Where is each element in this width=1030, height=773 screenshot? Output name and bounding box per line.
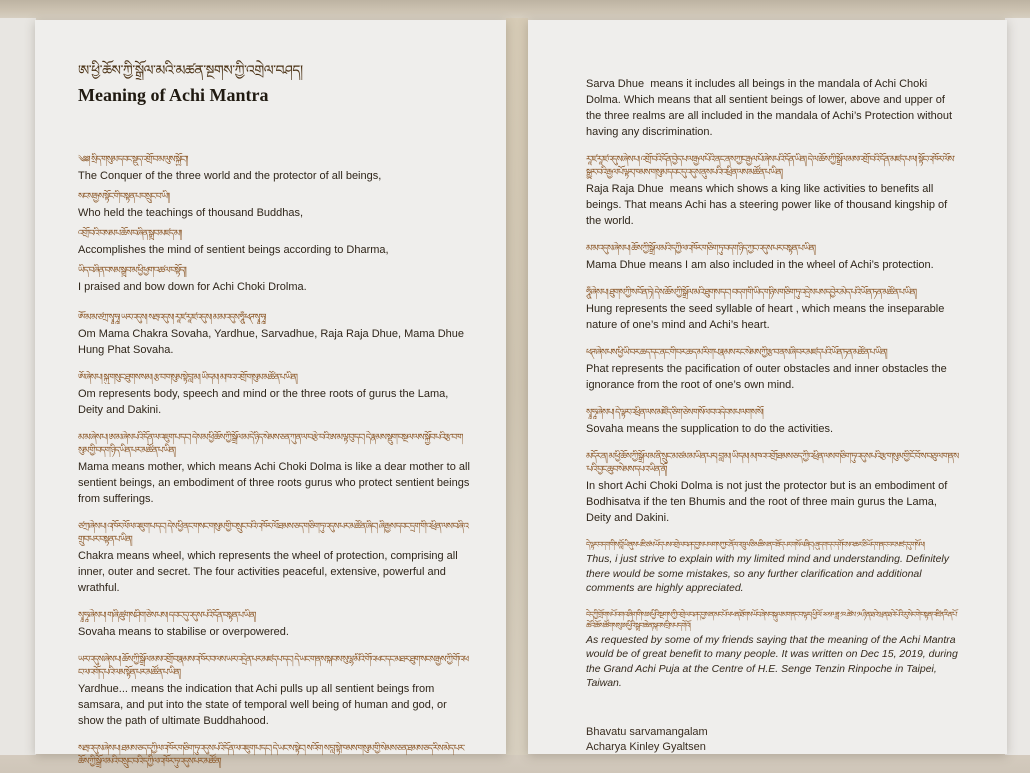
english-text: Sovaha means the supplication to do the activities. xyxy=(586,423,834,435)
explanation-section xyxy=(586,286,959,333)
page-title: Meaning of Achi Mantra xyxy=(78,85,269,105)
verse-section xyxy=(78,190,472,221)
explanation-section xyxy=(586,450,959,526)
verse-section xyxy=(78,264,472,295)
tibetan-text: སྭཱ་ཧཱ་ཞེས་པ། དེ་ལྟར་འཕྲིན་ལས་མཛོད་ཅིག་ཅེས་གསོལ་བ་འདེབས་པ་ལགས་སོ། xyxy=(586,407,763,417)
tibetan-text: མདོར་ན། མ་ཕྱི་ཆོས་ཀྱི་སྒྲོལ་མ་ནི་སྲུང་མ་ཙམ་མ་ཡིན་པར། བླ་མ། ཡི་དམ། མཁའ་འགྲོ་ཐམས་ཅད་ཀྱི་འཕྲིན་ལས་གཅིག་ཏུ་འདུས་པའི་རྩ་གསུམ་གྱི་ངོ་བོ་ས་བཅུ་ལ་གནས་པའི་བྱང་ཆུབ་སེམས་དཔའ་ཡིན་ནོ། xyxy=(586,451,959,474)
english-text: Phat represents the pacification of outer obstacles and inner obstacles the ignorance from the root of one’s own mind. xyxy=(586,363,950,391)
english-italic-text: Thus, i just strive to explain with my limited mind and understanding. Definitely there would be some mistakes, so any further clarification and additional comments are highly appreciated. xyxy=(586,553,952,594)
page-gap xyxy=(506,18,528,755)
explanation-section xyxy=(586,76,959,140)
english-text: In short Achi Choki Dolma is not just the protector but is an embodiment of Bodhisatva if the ten Bhumis and the root of three main gurus the Lama, Deity and Dakini. xyxy=(586,480,951,524)
explanation-section xyxy=(78,653,472,729)
tibetan-text: རཱ་ཛ་རཱ་ཛ་འདུས་ཞེས་པ། འགྲོ་བའི་དོན་བྱེད་པ་ལ་རྒྱལ་པོའི་ནང་ནས་ཀྱང་རྒྱལ་པོ་ཞེས་པའི་དོན་ཡིན། དེ་ལ་ཆོས་ཀྱི་སྒྲོལ་མས་འགྲོ་བའི་དོན་མཛད་པ་ལ། སྟོང་འཁོར་ལོས་སྒྱུར་བའི་རྒྱལ་པོ་ལྟར་ཁམས་གསུམ་དབང་དུ་འདུས་ནུས་པའི་འཕྲིན་ལས་མཚོན་པ་ཡིན། xyxy=(586,154,955,177)
english-text: I praised and bow down for Achi Choki Drolma. xyxy=(78,281,307,293)
explanation-section xyxy=(586,242,959,273)
tibetan-text: སངས་རྒྱས་སྟོང་གི་བསྟན་པ་བསྲུང་བ་ཡི།། xyxy=(78,191,170,201)
explanation-section xyxy=(78,520,472,596)
tibetan-text: ཡིད་བཞིན་བསམ་སྒྲུབ་མ་ཕྱི་ཕྱག་འཚལ་བསྟོད།། xyxy=(78,265,186,275)
explanation-section xyxy=(586,346,959,393)
tibetan-text: སྭཱ་ཧཱ་ཞེས་པ། གཞི་ཚུགས་ཤིག་ཅེས་པས། དབང་དུ་འདུས་པའི་དོན་བསྟན་པ་ཡིན། xyxy=(78,610,256,620)
tibetan-text: ཨོཾ་མ་མ་ཙཀྲ་སྭཱ་ཧཱ། ཡར་འདུས། སརྦ་འདུས། རཱ་ཛ་རཱ་ཛ་འདུས། མ་མ་འདུས་ཧཱུྃ་ཕཊ་སྭཱ་ཧཱ། xyxy=(78,312,266,322)
tibetan-text: ཨོཾ་ཞེས་པ། སྐུ་གསུང་ཐུགས་སམ། རྩ་བ་གསུམ་སྟེ་བླ་མ། ཡི་དམ། མཁའ་འགྲོ་གསུམ་མཚོན་པ་ཡིན། xyxy=(78,372,298,382)
english-text: Mama means mother, which means Achi Choki Dolma is like a dear mother to all sentient beings, an embodiment of three roots gurus who protect sentient beings from sufferings. xyxy=(78,461,473,505)
english-text: Om represents body, speech and mind or the three roots of gurus the Lama, Deity and Dakini. xyxy=(78,388,452,416)
signature-line: Bhavatu sarvamangalam xyxy=(586,725,708,738)
tibetan-text: དེ་ལྟར་བདག་གིས་བློ་ཡི་ནུས་པ་ཇི་ཙམ་ཡོད་པས་འགྲེལ་བཤད་བྱས་པ་ལགས་ཀྱང་ནོར་འཁྲུལ་ཅི་མཆིས་ན་བཟོད་པར་གསོལ་ཞིང་། ཞུ་དག་དང་དགོངས་འཆར་ཅི་ཡོད་གནང་བར་མཛད་དུ་གསོལ། xyxy=(586,540,924,549)
tibetan-text: ༄༅། སྲིད་གསུམ་དབང་སྡུད་འགྲོ་བ་མ་ལུས་སྐྱོང་།། xyxy=(78,154,188,164)
verse-section xyxy=(78,153,472,184)
english-text: Sovaha means to stabilise or overpowered. xyxy=(78,626,289,638)
tibetan-text: ཕཊ་ཞེས་པས་ཕྱི་ཡི་བར་ཆད་དང་ནང་གི་བར་ཆད་མ་རིག་པ་རྣམས་རང་སེམས་ཀྱི་རྩ་བ་ནས་ཞི་བར་མཛད་པའི་ཡོན་ཏན་མཚོན་པ་ཡིན། xyxy=(586,347,887,357)
explanation-section xyxy=(586,406,959,437)
explanation-section xyxy=(78,609,472,640)
english-text: Who held the teachings of thousand Buddhas, xyxy=(78,207,304,219)
colophon-section xyxy=(586,609,959,691)
table-surface-left xyxy=(0,18,36,755)
explanation-section xyxy=(586,153,959,229)
explanation-section xyxy=(78,371,472,418)
english-text: Sarva Dhue means it includes all beings in the mandala of Achi Choki Dolma. Which means that all sentient beings of lower, above and upper of the three realms are all included in the mandala of Achi’s Protection without having any discrimination. xyxy=(586,78,956,138)
english-text: The Conquer of the three world and the protector of all beings, xyxy=(78,170,382,182)
tibetan-text: ངེད་ཀྱི་གྲོགས་པོ་འགའ་ཞིག་གིས་ཨ་ཕྱིའི་སྔགས་ཀྱི་འགྲེལ་བཤད་བྱས་ན་མང་པོ་ལ་ཕན་ཐོགས་ཡོང་ཞེས་བསྐུལ་མ་གནང་བ་ལྟར། ཕྱི་ལོ་ ༢༠༡༩ ཟླ་ ༡༢ ཚེས་ ༡༥ ཉིན་ཐའེ་ཝན་ཐའེ་པེའི་རུ་སེང་གེ་བསྟན་འཛིན་རིན་པོ་ཆེའི་ཆོས་ཚོགས་སུ་ཨ་ཕྱིའི་སྒྲུབ་ཆེན་སྐབས་བྲིས་པ་དགེའོ། xyxy=(586,609,957,630)
english-text: Om Mama Chakra Sovaha, Yardhue, Sarvadhue, Raja Raja Dhue, Mama Dhue Hung Phat Sovaha. xyxy=(78,328,468,356)
table-surface-right xyxy=(1005,18,1030,755)
verse-section xyxy=(78,227,472,258)
explanation-section xyxy=(78,742,472,768)
tibetan-text: ཧཱུྃ་ཞེས་པ། ཐུགས་ཀྱི་ས་བོན་ཏེ། དེས་ཆོས་ཀྱི་སྒྲོལ་མའི་ཐུགས་དང་། བདག་གི་ཡིད་གཉིས་གཅིག་ཏུ་འདྲེས་པས་དབྱེར་མེད་པའི་ཡོན་ཏན་མཚོན་པ་ཡིན། xyxy=(586,287,917,297)
tibetan-text: སརྦ་འདུས་ཞེས་པ། ཐམས་ཅད་དཀྱིལ་འཁོར་གཅིག་ཏུ་འདུས་པའི་དོན་ལ་འཇུག་པ་དང་། དེ་ཡང་ས་སྟེང་། ས་འོག ས་བླ་སྟེ་ཁམས་གསུམ་གྱི་སེམས་ཅན་ཐམས་ཅད་རིས་མེད་པར་ཆོས་ཀྱི་སྒྲོལ་མའི་བསྲུང་བའི་དཀྱིལ་འཁོར་ཏུ་འདུས་པར་མཚོན། xyxy=(78,743,465,766)
english-text: Accomplishes the mind of sentient beings according to Dharma, xyxy=(78,244,389,256)
signature-line: Acharya Kinley Gyaltsen xyxy=(586,740,706,753)
english-italic-text: As requested by some of my friends saying that the meaning of the Achi Mantra would be of great benefit to many people. It was written on Dec 15, 2019, during the Grand Achi Puja at the Centre of H.E. Senge Tenzin Rinpoche in Taipei, Taiwan. xyxy=(586,633,961,689)
tibetan-text: ཡར་འདུས་ཞེས་པ། ཆོས་ཀྱི་སྒྲོལ་མས་འགྲོ་བ་རྣམས་འཁོར་བ་ལས་ཡར་འདྲེན་པར་མཛད་པ་དང་། དེ་ཡང་གནས་སྐབས་སུ་ལྷ་མིའི་གོ་འཕང་དང་མཐར་ཐུག་སངས་རྒྱས་ཀྱི་གོ་འཕང་ལ་འགོད་པའི་ལམ་སྟོན་པར་མཚོན་པ་ཡིན། xyxy=(78,654,469,677)
left-page xyxy=(35,20,506,766)
tibetan-text: ཙཀྲ་ཞེས་པ། འཁོར་ལོ་ལ་འཇུག་པ་དང་། དེས་ཕྱི་ནང་གསང་གསུམ་གྱི་བསྲུང་བའི་འཁོར་ལོ་ཐམས་ཅད་གཅིག་ཏུ་འདུས་པར་མཚོན་ཞིང་། ཞི་རྒྱས་དབང་དྲག་གི་འཕྲིན་ལས་བཞི་འགྲུབ་པར་བསྟན་པ་ཡིན། xyxy=(78,521,469,544)
english-text: Yardhue... means the indication that Achi pulls up all sentient beings from samsara, and put into the state of temporal well being of human and god, or show the path of ultimate Buddhahood. xyxy=(78,683,450,727)
mantra-section xyxy=(78,311,472,358)
english-text: Chakra means wheel, which represents the wheel of protection, comprising all inner, outer and secret. The four activities peaceful, extensive, powerful and wrathful. xyxy=(78,550,461,594)
english-text: Raja Raja Dhue means which shows a king like activities to benefits all beings. That means Achi has a steering power like of thousand kingship of the world. xyxy=(586,183,951,227)
right-page xyxy=(528,20,1007,754)
tibetan-title: ཨ་ཕྱི་ཆོས་ཀྱི་སྒྲོལ་མའི་མཚན་སྔགས་ཀྱི་འགྲེལ་བཤད། xyxy=(78,62,303,78)
tibetan-text: འགྲོ་བའི་བསམ་པ་ཆོས་བཞིན་སྒྲུབ་མཛད་མ།། xyxy=(78,228,182,238)
colophon-section xyxy=(586,539,959,596)
tibetan-text: མ་མ་ཞེས་པ། ཨ་མ་ཞེས་པའི་དོན་ལ་འཇུག་པ་དང་། དེས་མ་ཕྱི་ཆོས་ཀྱི་སྒྲོལ་མ་དེ་ཉིད་སེམས་ཅན་ཀུན་ལ་བརྩེ་བའི་ཨ་མ་ལྟ་བུ་དང་། དེ་རྣམས་སྡུག་བསྔལ་ལས་སྐྱོབ་པའི་རྩ་བ་གསུམ་གྱི་བདག་ཉིད་ཡིན་པར་མཚོན་པ་ཡིན། xyxy=(78,432,463,455)
english-text: Hung represents the seed syllable of heart , which means the inseparable nature of one’s mind and Achi’s heart. xyxy=(586,303,948,331)
tibetan-text: མ་མ་འདུས་ཞེས་པ། ཆོས་ཀྱི་སྒྲོལ་མའི་དཀྱིལ་འཁོར་གཅིག་ཏུ་བདག་ཉིད་ཀྱང་འདུས་པར་བསྟན་པ་ཡིན། xyxy=(586,243,816,253)
english-text: Mama Dhue means I am also included in the wheel of Achi’s protection. xyxy=(586,259,934,271)
explanation-section xyxy=(78,431,472,507)
signature-block xyxy=(586,725,959,755)
